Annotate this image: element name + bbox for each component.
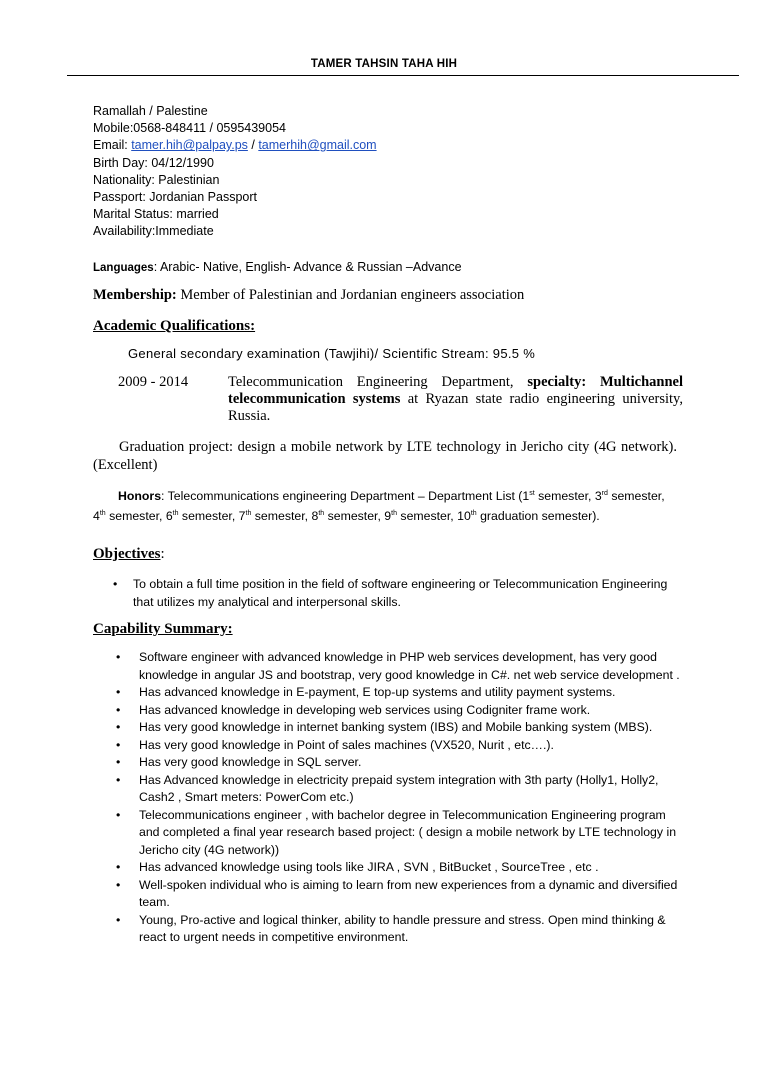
membership-line bbox=[93, 287, 524, 304]
bullet-icon: • bbox=[116, 860, 121, 874]
passport: Passport: Jordanian Passport bbox=[93, 190, 257, 205]
capability-text: Well-spoken individual who is aiming to learn from new experiences from a dynamic and diversified team. bbox=[139, 877, 678, 909]
languages-line bbox=[93, 260, 462, 274]
honors-fragment: semester, 10 bbox=[397, 509, 471, 524]
degree-years: 2009 - 2014 bbox=[118, 374, 189, 390]
languages-label: Languages bbox=[93, 262, 154, 274]
capability-text: Has advanced knowledge using tools like JIRA , SVN , BitBucket , SourceTree , etc . bbox=[139, 860, 599, 874]
honors-fragment: graduation semester). bbox=[476, 509, 600, 524]
list-item bbox=[93, 737, 683, 755]
list-item bbox=[93, 807, 683, 860]
marital-status: Marital Status: married bbox=[93, 207, 219, 222]
location: Ramallah / Palestine bbox=[93, 104, 208, 118]
bullet-icon: • bbox=[116, 912, 121, 927]
honors-fragment: semester, 7 bbox=[178, 509, 246, 524]
honors-fragment: semester, 4 bbox=[93, 489, 665, 524]
nationality: Nationality: Palestinian bbox=[93, 172, 220, 187]
mobile: Mobile:0568-848411 / 0595439054 bbox=[93, 121, 286, 136]
degree-description bbox=[228, 374, 683, 425]
ordinal-suffix: th bbox=[99, 510, 106, 518]
capability-text: Has advanced knowledge in developing web services using Codigniter frame work. bbox=[139, 702, 591, 717]
bullet-icon: • bbox=[113, 577, 118, 591]
membership-value: Member of Palestinian and Jordanian engineers association bbox=[176, 287, 525, 303]
bullet-icon: • bbox=[116, 807, 121, 822]
degree-entry bbox=[93, 374, 683, 425]
bullet-icon: • bbox=[116, 702, 121, 717]
capability-list bbox=[93, 649, 683, 947]
academic-heading: Academic Qualifications: bbox=[93, 318, 256, 334]
objectives-list bbox=[93, 576, 683, 611]
bullet-icon: • bbox=[116, 877, 121, 892]
capability-text: Has advanced knowledge in E-payment, E top-up systems and utility payment systems. bbox=[139, 685, 616, 699]
candidate-name: TAMER TAHSIN TAHA HIH bbox=[310, 58, 458, 70]
list-item bbox=[93, 684, 683, 702]
bullet-icon: • bbox=[116, 737, 121, 752]
ordinal-suffix: th bbox=[172, 510, 179, 518]
birthday: Birth Day: 04/12/1990 bbox=[93, 155, 214, 170]
ordinal-suffix: rd bbox=[601, 490, 608, 497]
list-item bbox=[93, 576, 683, 611]
honors-fragment: : Telecommunications engineering Department – Department List (1 bbox=[161, 489, 530, 504]
honors-label: Honors bbox=[118, 489, 162, 504]
degree-university: at Ryazan state radio engineering university, Russia. bbox=[228, 391, 683, 424]
objectives-heading-line bbox=[93, 546, 165, 563]
list-item bbox=[93, 754, 683, 772]
graduation-project: Graduation project: design a mobile network by LTE technology in Jericho city (4G network). (Excellent) bbox=[93, 439, 677, 473]
honors bbox=[93, 485, 677, 525]
ordinal-suffix: th bbox=[391, 510, 397, 518]
bullet-icon: • bbox=[116, 685, 121, 699]
list-item bbox=[93, 859, 683, 877]
header-rule bbox=[67, 75, 739, 76]
bullet-icon: • bbox=[116, 755, 121, 769]
contact-block bbox=[93, 103, 377, 241]
bullet-icon: • bbox=[116, 720, 121, 734]
honors-text bbox=[93, 489, 665, 523]
list-item bbox=[93, 719, 683, 737]
capability-text: Software engineer with advanced knowledge in PHP web services development, has very good knowledge in angular JS and bootstrap, very good knowledge in C#. net web service development . bbox=[139, 650, 680, 682]
objectives-heading: Objectives bbox=[93, 546, 161, 562]
capability-text: Has Advanced knowledge in electricity prepaid system integration with 3th party (Holly1, Holly2, Cash2 , Smart meters: PowerCom etc.) bbox=[139, 772, 659, 804]
ordinal-suffix: th bbox=[318, 510, 325, 518]
objective-text: To obtain a full time position in the field of software engineering or Telecommunication Engineering that utilizes my analytical and interpersonal skills. bbox=[133, 577, 668, 609]
ordinal-suffix: th bbox=[470, 510, 477, 518]
email-label: Email: bbox=[93, 138, 132, 153]
bullet-icon: • bbox=[116, 650, 121, 664]
capability-text: Young, Pro-active and logical thinker, ability to handle pressure and stress. Open mind thinking & react to urgent needs in competitive environment. bbox=[139, 912, 666, 944]
secondary-education: General secondary examination (Tawjihi)/ Scientific Stream: 95.5 % bbox=[128, 346, 536, 361]
email-separator: / bbox=[247, 138, 259, 153]
membership-label: Membership: bbox=[93, 287, 177, 303]
capability-heading: Capability Summary: bbox=[93, 621, 233, 637]
objectives-colon: : bbox=[160, 546, 165, 562]
ordinal-suffix: th bbox=[245, 510, 252, 518]
honors-fragment: semester, 3 bbox=[534, 489, 602, 504]
list-item bbox=[93, 649, 683, 684]
capability-text: Has very good knowledge in Point of sales machines (VX520, Nurit , etc….). bbox=[139, 737, 554, 752]
list-item bbox=[93, 702, 683, 720]
bullet-icon: • bbox=[116, 772, 121, 787]
list-item bbox=[93, 877, 683, 912]
list-item bbox=[93, 912, 683, 947]
languages-value: : Arabic- Native, English- Advance & Russian –Advance bbox=[153, 260, 462, 274]
honors-fragment: semester, 6 bbox=[105, 509, 173, 524]
capability-text: Has very good knowledge in internet banking system (IBS) and Mobile banking system (MBS). bbox=[139, 720, 653, 734]
list-item bbox=[93, 772, 683, 807]
email-line bbox=[93, 137, 377, 154]
email-link-personal[interactable]: tamerhih@gmail.com bbox=[258, 138, 377, 153]
honors-fragment: semester, 8 bbox=[251, 509, 319, 524]
email-link-work[interactable]: tamer.hih@palpay.ps bbox=[131, 138, 248, 153]
degree-specialty: specialty: Multichannel telecommunication systems bbox=[228, 374, 683, 407]
honors-fragment: semester, 9 bbox=[324, 509, 392, 524]
ordinal-suffix: st bbox=[529, 490, 535, 497]
capability-text: Telecommunications engineer , with bachelor degree in Telecommunication Engineering program and completed a final year research based project: ( design a mobile network by LTE technology in Jericho city (4G network)) bbox=[139, 807, 677, 857]
degree-department: Telecommunication Engineering Department, bbox=[228, 374, 528, 390]
capability-text: Has very good knowledge in SQL server. bbox=[139, 755, 362, 769]
availability: Availability:Immediate bbox=[93, 224, 214, 239]
